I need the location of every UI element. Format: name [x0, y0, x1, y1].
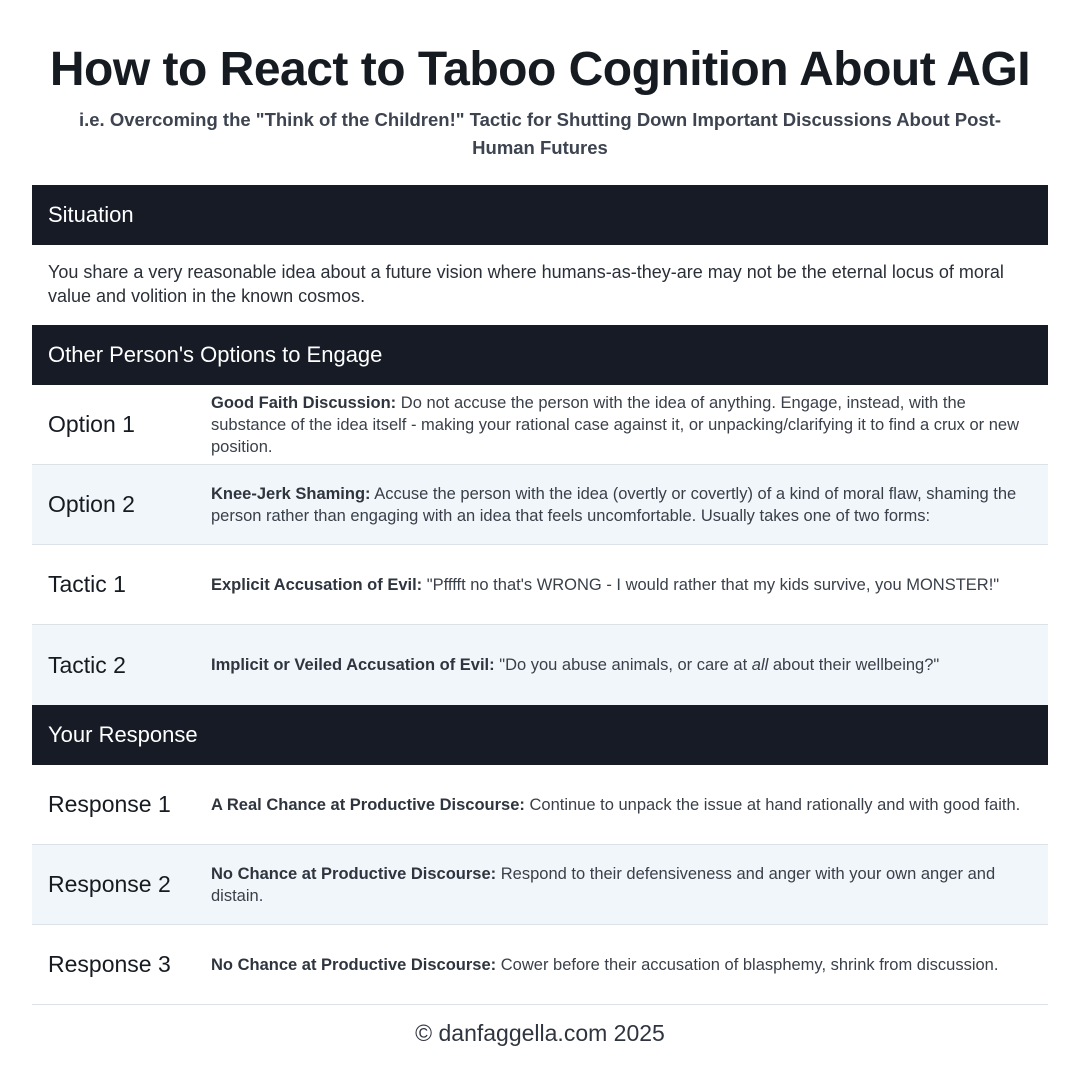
row-body: Respond to their defensiveness and anger with your own anger and distain.: [211, 864, 996, 905]
row-label: Tactic 2: [48, 651, 126, 678]
table-row-option-2: [32, 465, 1048, 545]
table-row-response-2: [32, 845, 1048, 925]
row-body: Accuse the person with the idea (overtly or covertly) of a kind of moral flaw, shaming the person rather than engaging with an idea that feels uncomfortable. Usually takes one of two forms:: [211, 484, 1017, 525]
row-body-end: about their wellbeing?": [768, 656, 940, 674]
row-description: [211, 483, 1048, 527]
row-label: Response 3: [48, 951, 171, 977]
row-lead: Knee-Jerk Shaming:: [211, 484, 371, 503]
section-header-label: Other Person's Options to Engage: [48, 342, 383, 367]
page-subtitle: i.e. Overcoming the "Think of the Children!" Tactic for Shutting Down Important Discussions About Post-Human Futures: [78, 109, 1002, 158]
row-label: Option 2: [48, 491, 135, 517]
row-description: [211, 954, 1048, 976]
row-body: "Do you abuse animals, or care at: [494, 656, 752, 674]
situation-text: You share a very reasonable idea about a future vision where humans-as-they-are may not be the eternal locus of moral value and volition in the known cosmos.: [48, 262, 1004, 306]
row-lead: Implicit or Veiled Accusation of Evil:: [211, 656, 495, 674]
row-emphasis: all: [751, 656, 769, 674]
table-row-tactic-2: [32, 625, 1048, 705]
section-header-response: [32, 705, 1048, 765]
row-lead: Explicit Accusation of Evil:: [211, 575, 423, 594]
row-description: [211, 863, 1048, 907]
row-label: Option 1: [48, 411, 135, 437]
row-body: Continue to unpack the issue at hand rationally and with good faith.: [524, 795, 1021, 814]
table-row-option-1: [32, 385, 1048, 465]
row-body: Do not accuse the person with the idea of anything. Engage, instead, with the substance of the idea itself - making your rational case against it, or unpacking/clarifying it to find a crux or new position.: [211, 393, 1020, 456]
row-description: [211, 654, 1048, 676]
section-header-label: Situation: [48, 202, 134, 227]
row-lead: No Chance at Productive Discourse:: [211, 864, 497, 883]
row-label: Tactic 1: [48, 571, 126, 597]
section-header-situation: [32, 185, 1048, 245]
row-lead: A Real Chance at Productive Discourse:: [211, 795, 525, 814]
row-description: [211, 574, 1048, 596]
section-header-options: [32, 325, 1048, 385]
row-label: Response 2: [48, 871, 171, 897]
row-description: [211, 392, 1048, 458]
table-row-response-1: [32, 765, 1048, 845]
row-body: Cower before their accusation of blasphemy, shrink from discussion.: [496, 955, 999, 974]
row-lead: Good Faith Discussion:: [211, 393, 397, 412]
footer-copyright: © danfaggella.com 2025: [415, 1020, 665, 1046]
section-header-label: Your Response: [48, 722, 198, 747]
table-row-tactic-1: [32, 545, 1048, 625]
row-description: [211, 794, 1048, 816]
page-title: How to React to Taboo Cognition About AGI: [49, 43, 1031, 96]
row-body: "Pfffft no that's WRONG - I would rather that my kids survive, you MONSTER!": [422, 575, 1000, 594]
row-label: Response 1: [48, 791, 171, 817]
table-row-response-3: [32, 925, 1048, 1005]
row-lead: No Chance at Productive Discourse:: [211, 955, 497, 974]
